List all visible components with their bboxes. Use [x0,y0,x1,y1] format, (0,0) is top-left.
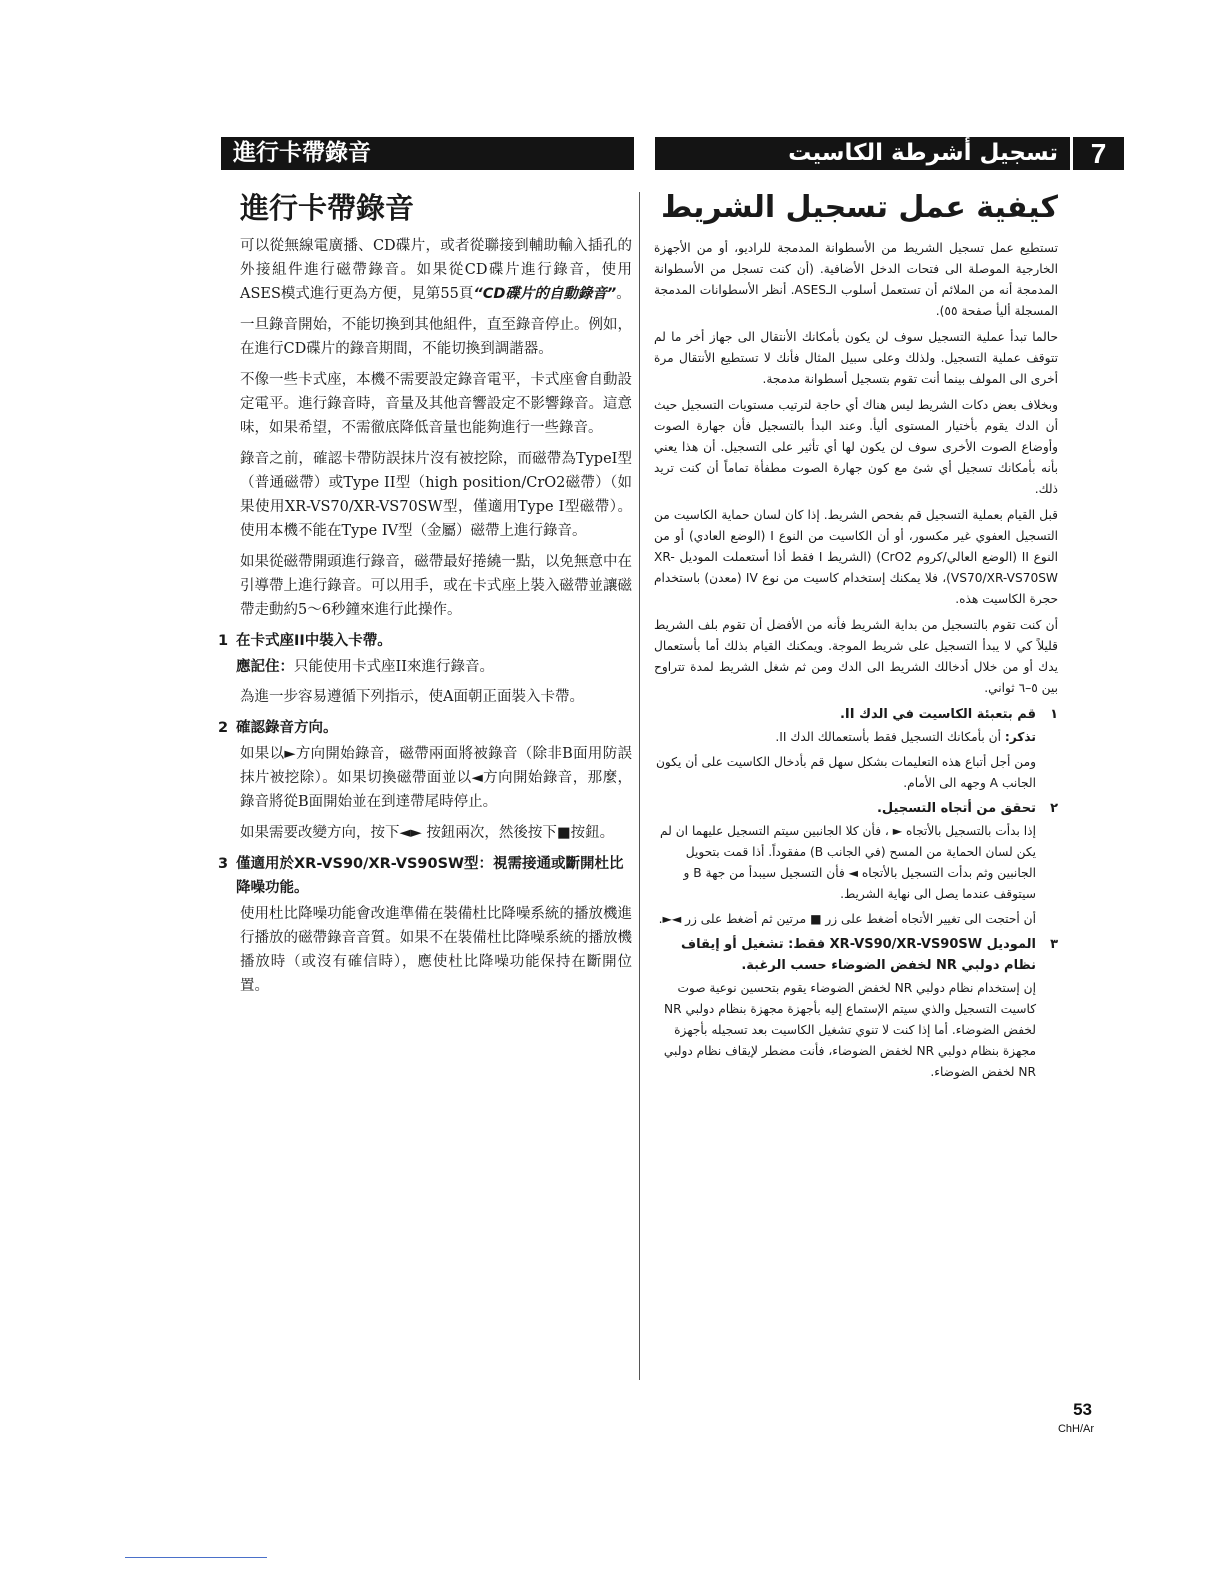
chinese-intro-paragraph [240,234,632,306]
arabic-paragraph-4: قبل القيام بعملية التسجيل قم بفحص الشريط. إذا كان لسان حماية الكاسيت من التسجيل العفوي غير مكسور، أو أن الكاسيت من النوع I (الوضع العادي) أو من النوع II (الوضع العالي/كروم CrO2) (الشريط I فقط أذا أستعملت الموديل XR-VS70/XR-VS70SW)، فلا يمكنك إستخدام كاسيت من نوع IV (معدن) باستخدام حجرة الكاسيت هذه. [654,508,1059,606]
arabic-step-1-note [654,727,1036,748]
arabic-paragraph-5: أن كنت تقوم بالتسجيل من بداية الشريط فأنه من الأفضل أن تقوم بلف الشريط قليلاً كي لا يبدأ التسجيل على شريط الموجة. ويمكنك القيام بذلك أما بأستعمال يدك أو من خلال أدخالك الشريط الى الدك ومن ثم شغل الشريط لمدة تتراوح بين ٥–٦ ثواني. [654,618,1058,695]
arabic-step-2-body: إذا بدأت بالتسجيل بالأتجاه ► ، فأن كلا الجانبين سيتم التسجيل عليهما ان لم يكن لسان الحماية من المسح (في الجانب B) مفقوداً. أذا قمت بتحويل الجانبين وثم بدأت التسجيل بالأتجاه ◄ فأن التسجيل سيبدأ من جهة B و سيتوقف عندما يصل الى نهاية الشريط. [660,824,1036,901]
chinese-step-1-note [236,655,632,679]
chinese-paragraph-3: 不像一些卡式座，本機不需要設定錄音電平，卡式座會自動設定電平。進行錄音時，音量及其他音響設定不影響錄音。這意味，如果希望，不需徹底降低音量也能夠進行一些錄音。 [240,372,632,436]
step-title: 確認錄音方向。 [236,720,338,736]
chinese-step-2 [218,716,632,740]
step-number: ١ [1050,707,1058,722]
chinese-paragraph-2: 一旦錄音開始，不能切換到其他組件，直至錄音停止。例如，在進行CD碟片的錄音期間，不能切換到調諧器。 [240,317,632,357]
note-text: أن بأمكانك التسجيل فقط بأستعمالك الدك II. [775,730,1001,744]
step-title: الموديل XR-VS90/XR-VS90SW فقط: تشغيل أو إيقاف نظام دولبي NR لخفض الضوضاء حسب الرغبة. [680,937,1036,973]
chinese-column [218,186,632,1005]
arabic-step-1 [654,704,1058,725]
arabic-paragraph-2: حالما تبدأ عملية التسجيل سوف لن يكون بأمكانك الأنتقال الى جهاز أخر ما لم تتوقف عملية التسجيل. ولذلك وعلى سبيل المثال فأنك لا تستطيع الأنتقال مرة أخرى الى المولف بينما أنت تقوم بتسجيل أسطوانة مدمجة. [654,330,1058,386]
language-code: ChH/Ar [1057,1423,1094,1435]
chinese-paragraph-5: 如果從磁帶開頭進行錄音，磁帶最好捲繞一點，以免無意中在引導帶上進行錄音。可以用手，或在卡式座上裝入磁帶並讓磁帶走動約5～6秒鐘來進行此操作。 [240,554,632,618]
step-title: تحقق من أتجاه التسجيل. [876,801,1036,816]
arabic-step-2 [654,798,1058,819]
arabic-paragraph-1: تستطيع عمل تسجيل الشريط من الأسطوانة المدمجة للراديو، أو من الأجهزة الخارجية الموصلة الى فتحات الدخل الأضافية. (أن كنت تسجل من الأسطوانة المدمجة أنه من الملائم أن تستعمل أسلوب الـASES. أنظر الأسطوانات المدمجة المسجلة أليأ صفحة ٥٥). [654,241,1058,318]
chinese-step-3-body: 使用杜比降噪功能會改進準備在裝備杜比降噪系統的播放機進行播放的磁帶錄音音質。如果不在裝備杜比降噪系統的播放機播放時（或沒有確信時），應使杜比降噪功能保持在斷開位置。 [240,906,632,994]
arabic-step-3 [654,934,1058,976]
step-number: 1 [218,633,229,649]
arabic-step-2-body-2: أن أحتجت الى تغيير الأتجاه أضغط على زر ■ مرتين ثم أضغط على زر ◄►. [658,912,1036,926]
scan-edge-line [125,1557,267,1558]
arabic-step-1-body: ومن أجل أتباع هذه التعليمات بشكل سهل قم بأدخال الكاسيت على أن يكون الجانب A وجهه الى الأمام. [655,755,1036,790]
chinese-step-2-body: 如果以►方向開始錄音，磁帶兩面將被錄音（除非B面用防誤抹片被挖除）。如果切換磁帶面並以◄方向開始錄音，那麼，錄音將從B面開始並在到達帶尾時停止。 [240,746,632,810]
chinese-step-1 [218,629,632,653]
step-number: 2 [218,720,229,736]
arabic-section-header: تسجيل أشرطة الكاسيت [655,137,1070,170]
note-text: 只能使用卡式座II來進行錄音。 [294,659,494,675]
step-title: قم بتعبئة الكاسيت في الدك II. [839,707,1036,722]
chinese-intro-text: 可以從無線電廣播、CD碟片，或者從聯接到輔助輸入插孔的外接組件進行磁帶錄音。如果從CD碟片進行錄音，使用ASES模式進行更為方便，見第55頁 [240,238,632,302]
step-title: 在卡式座II中裝入卡帶。 [236,633,392,649]
note-label: تذكر: [1004,730,1036,744]
step-number: ٣ [1050,937,1058,952]
chinese-intro-reference: “CD碟片的自動錄音” [473,286,617,302]
chinese-step-3 [218,852,632,900]
step-number: 3 [218,856,229,872]
step-title: 僅適用於XR-VS90/XR-VS90SW型：視需接通或斷開杜比降噪功能。 [236,856,624,896]
arabic-step-3-body: إن إستخدام نظام دولبي NR لخفض الضوضاء يقوم بتحسين نوعية صوت كاسيت التسجيل والذي سيتم الإستماع إليه بأجهزة مجهزة بنظام دولبي NR لخفض الضوضاء. أما إذا كنت لا تنوي تشغيل الكاسيت بعد تسجيله بأجهزة مجهزة بنظام دولبي NR لخفض الضوضاء، فأنت مضطر لإيقاف نظام دولبي NR لخفض الضوضاء. [663,981,1036,1079]
arabic-page-title: كيفية عمل تسجيل الشريط [660,190,1058,225]
chinese-section-header: 進行卡帶錄音 [221,137,634,170]
arabic-paragraph-3: وبخلاف بعض دكات الشريط ليس هناك أي حاجة لترتيب مستويات التسجيل حيث أن الدك يقوم بأختيار المستوى أليأ. وعند البدأ بالتسجيل فأن جهارة الصوت وأوضاع الصوت الأخرى سوف لن يكون لها أي تأثير على التسجيل. أن هذا يعني بأنه بأمكانك تسجيل أي شئ مع كون جهارة الصوت مطفأة تماماً أن كنت تريد ذلك. [654,398,1058,496]
chinese-page-title: 進行卡帶錄音 [240,191,415,225]
chinese-step-1-body: 為進一步容易遵循下列指示，使A面朝正面裝入卡帶。 [240,689,584,705]
note-label: 應記住： [236,659,294,675]
chinese-intro-end: 。 [616,286,631,302]
arabic-column [654,186,1058,1087]
page-number: 53 [1073,1400,1092,1419]
chinese-step-2-body-2: 如果需要改變方向，按下◄► 按鈕兩次，然後按下■按鈕。 [240,825,615,841]
chinese-paragraph-4: 錄音之前，確認卡帶防誤抹片沒有被挖除，而磁帶為TypeI型（普通磁帶）或Type II型（high position/CrO2磁帶）（如果使用XR-VS70/XR-VS70SW型，僅適用Type I型磁帶）。使用本機不能在Type IV型（金屬）磁帶上進行錄音。 [240,451,632,539]
chapter-number-badge: 7 [1073,137,1124,170]
column-divider [639,192,640,1380]
step-number: ٢ [1050,801,1058,816]
